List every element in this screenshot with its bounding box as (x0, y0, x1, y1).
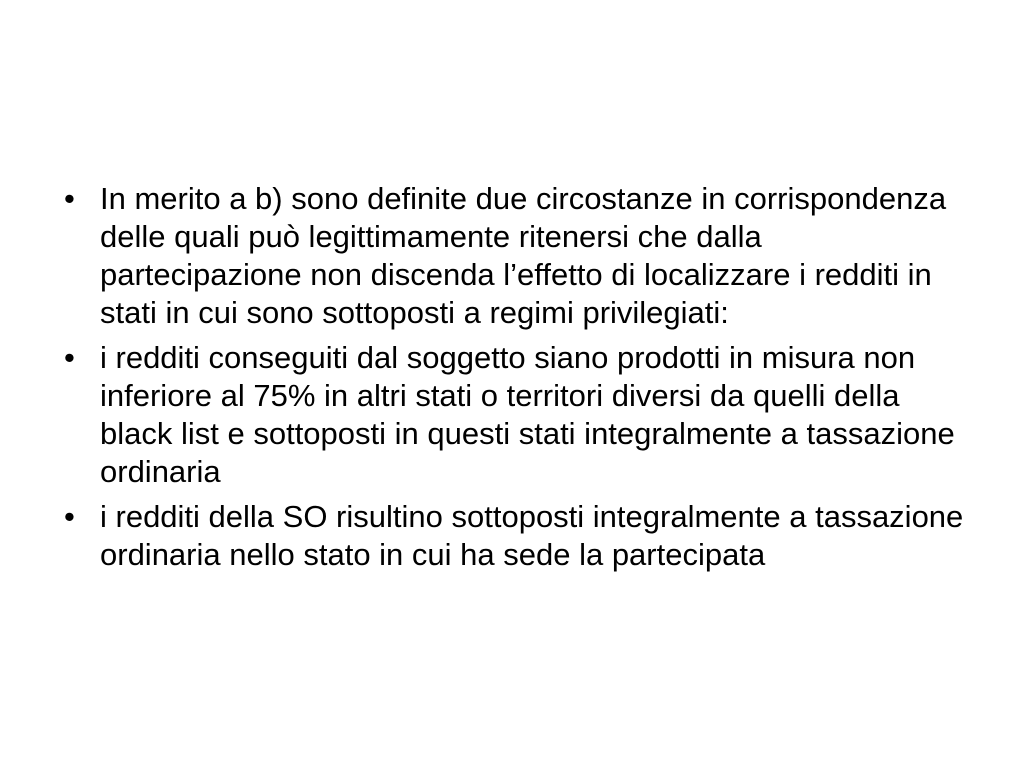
bullet-marker: • (64, 499, 75, 534)
bullet-marker: • (64, 181, 75, 216)
bullet-text: i redditi conseguiti dal soggetto siano prodotti in misura non inferiore al 75% in altri stati o territori diversi da quelli della black list e sottoposti in questi stati integralmente a tassazione ordinaria (100, 340, 955, 489)
bullet-item (64, 498, 969, 574)
bullet-text: i redditi della SO risultino sottoposti integralmente a tassazione ordinaria nello stato in cui ha sede la partecipata (100, 499, 964, 572)
bullet-item (64, 339, 969, 491)
bullet-marker: • (64, 340, 75, 375)
bullet-item (64, 180, 969, 332)
bullet-text: In merito a b) sono definite due circostanze in corrispondenza delle quali può legittimamente ritenersi che dalla partecipazione non discenda l’effetto di localizzare i redditi in stati in cui sono sottoposti a regimi privilegiati: (100, 181, 947, 330)
bullet-list (64, 180, 969, 581)
